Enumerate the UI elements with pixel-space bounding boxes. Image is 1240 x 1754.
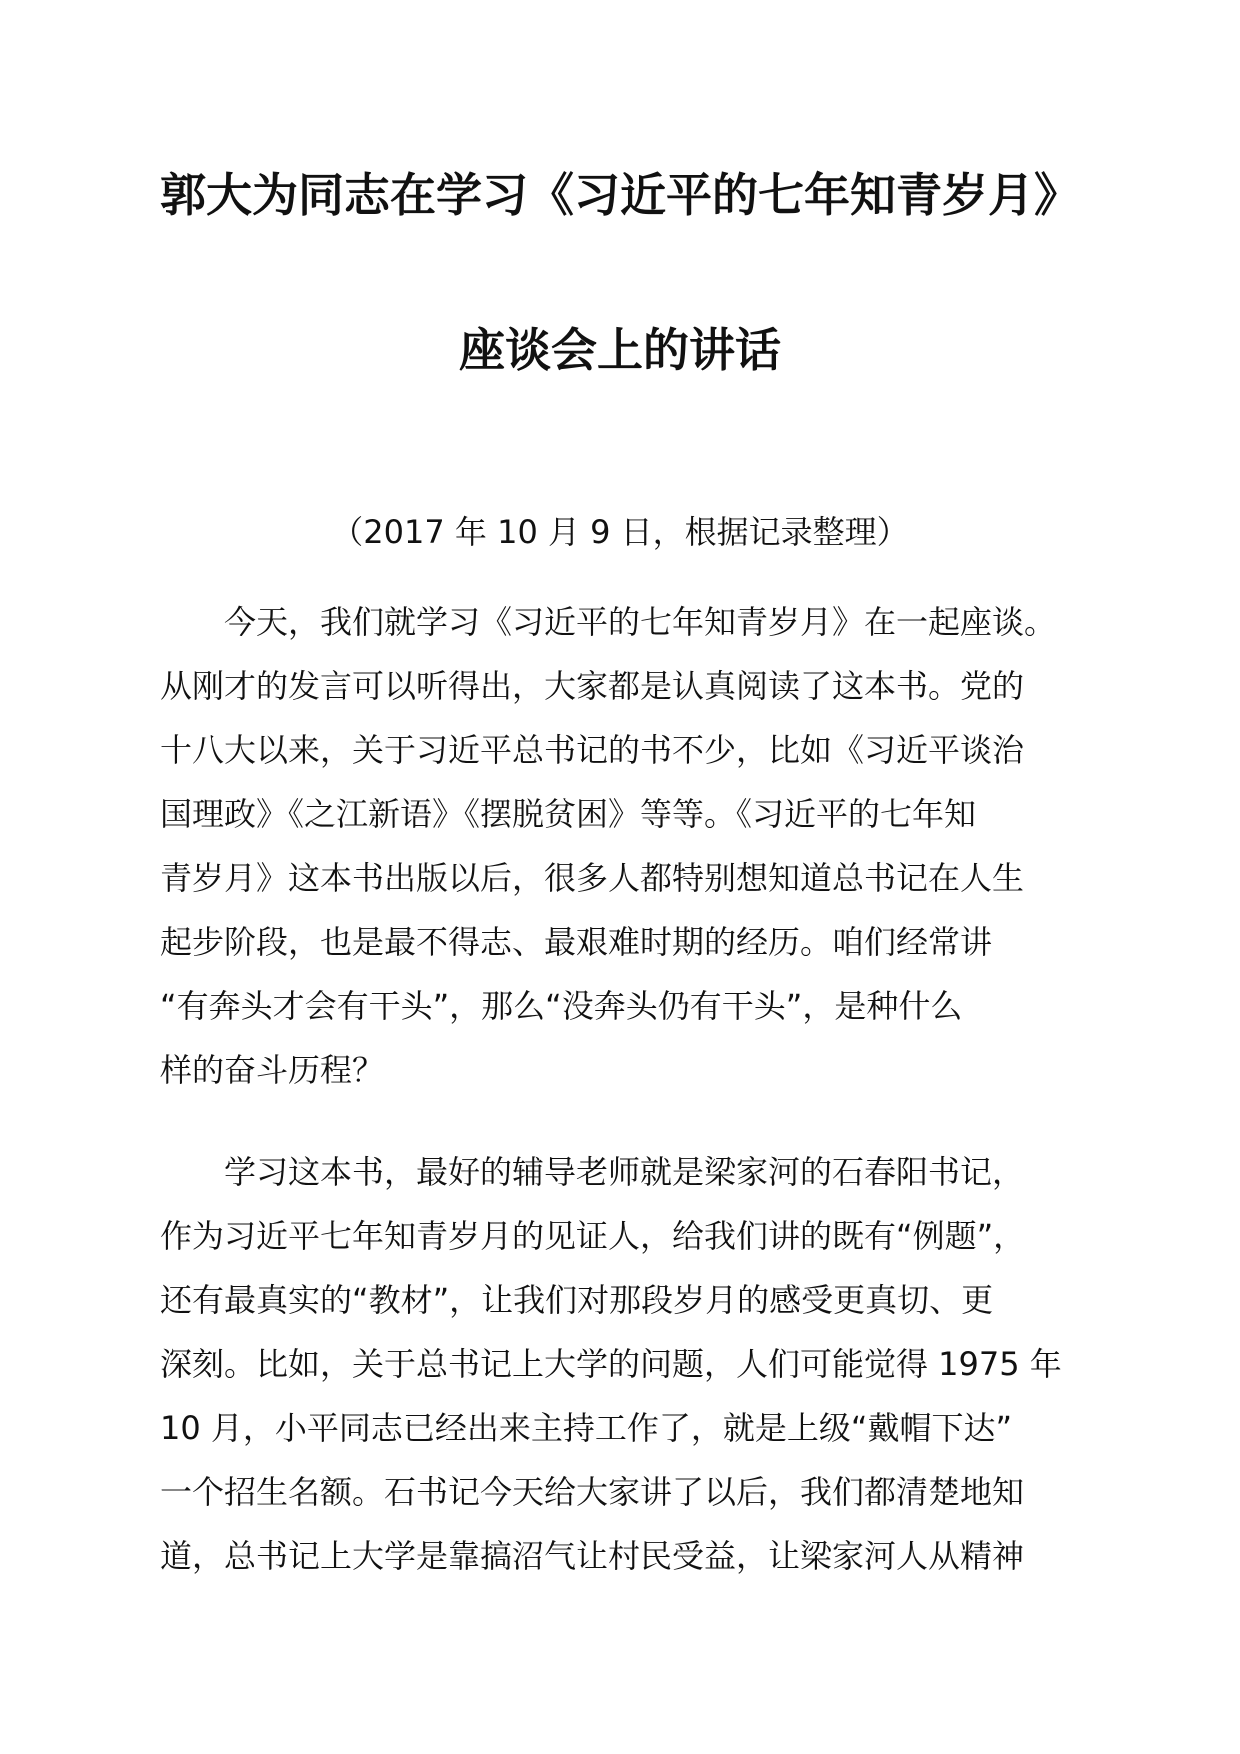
date-note: （2017 年 10 月 9 日，根据记录整理） <box>331 513 909 551</box>
paragraph-line: 还有最真实的“教材”，让我们对那段岁月的感受更真切、更 <box>160 1281 994 1319</box>
paragraph-line: 学习这本书，最好的辅导老师就是梁家河的石春阳书记， <box>160 1153 1025 1191</box>
paragraph-line: 国理政》《之江新语》《摆脱贫困》等等。《习近平的七年知 <box>160 795 977 833</box>
paragraph-line: 10 月，小平同志已经出来主持工作了，就是上级“戴帽下达” <box>160 1409 1013 1447</box>
paragraph-line: 十八大以来，关于习近平总书记的书不少，比如《习近平谈治 <box>160 731 1025 769</box>
paragraph-line: 起步阶段，也是最不得志、最艰难时期的经历。咱们经常讲 <box>160 923 993 961</box>
paragraph-line: 青岁月》这本书出版以后，很多人都特别想知道总书记在人生 <box>160 859 1025 897</box>
paragraph-line: 作为习近平七年知青岁月的见证人，给我们讲的既有“例题”， <box>160 1217 1026 1255</box>
paragraph-line: 今天，我们就学习《习近平的七年知青岁月》在一起座谈。 <box>160 603 1057 641</box>
paragraph-1 <box>160 590 1090 1102</box>
paragraph-line: 深刻。比如，关于总书记上大学的问题，人们可能觉得 1975 年 <box>160 1345 1062 1383</box>
document-title-line-1: 郭大为同志在学习《习近平的七年知青岁月》 <box>160 168 1080 222</box>
paragraph-line: “有奔头才会有干头”，那么“没奔头仍有干头”，是种什么 <box>160 987 963 1025</box>
paragraph-2 <box>160 1140 1090 1588</box>
paragraph-line: 一个招生名额。石书记今天给大家讲了以后，我们都清楚地知 <box>160 1473 1025 1511</box>
paragraph-line: 样的奋斗历程？ <box>160 1051 385 1089</box>
paragraph-line: 从刚才的发言可以听得出，大家都是认真阅读了这本书。党的 <box>160 667 1025 705</box>
document-title-line-2: 座谈会上的讲话 <box>459 323 781 377</box>
paragraph-line: 道，总书记上大学是靠搞沼气让村民受益，让梁家河人从精神 <box>160 1537 1025 1575</box>
